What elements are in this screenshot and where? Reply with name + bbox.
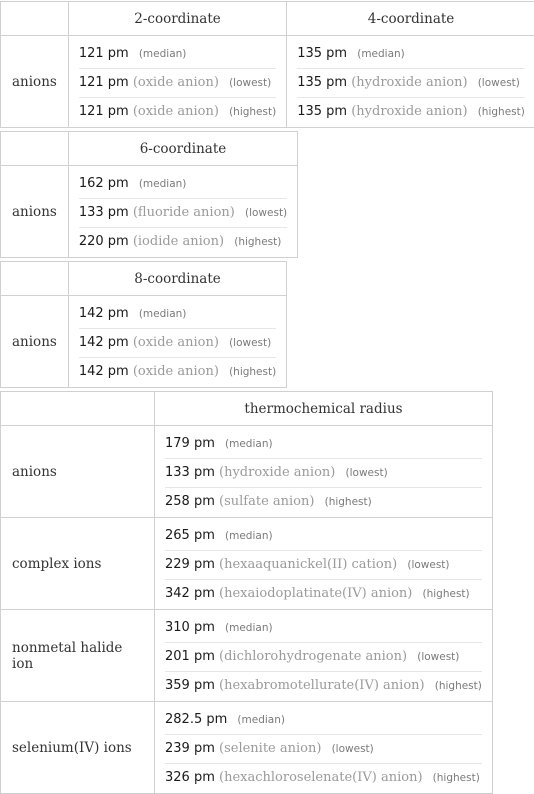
value-cell [155,426,493,518]
corner-cell [1,392,155,426]
row-label: complex ions [1,518,155,610]
row-label: nonmetal halide ion [1,610,155,702]
highest-line: 359 pm (hexabromotellurate(IV) anion) (highest) [165,671,482,700]
median-line: 121 pm (median) [78,46,187,61]
median-line: 265 pm (median) [165,528,273,543]
corner-cell [1,262,69,296]
row-label: anions [1,426,155,518]
corner-cell [1,2,69,36]
lowest-line: 133 pm (fluoride anion) (lowest) [79,198,287,227]
median-line: 179 pm (median) [165,436,273,451]
row-label: selenium(IV) ions [1,702,155,794]
row-label: anions [1,36,69,128]
column-header: thermochemical radius [155,392,493,426]
lowest-line: 201 pm (dichlorohydrogenate anion) (lowest) [165,642,482,671]
column-header: 6-coordinate [68,132,297,166]
thermochemical-radius-table [0,391,493,794]
column-header: 4-coordinate [287,2,534,36]
coordination-table-6 [0,131,298,258]
median-line: 162 pm (median) [78,176,187,191]
row-label: anions [1,166,69,258]
corner-cell [1,132,69,166]
value-cell [68,166,297,258]
highest-line: 342 pm (hexaiodoplatinate(IV) anion) (highest) [165,579,482,608]
highest-line: 135 pm (hydroxide anion) (highest) [297,97,525,126]
column-header: 2-coordinate [68,2,286,36]
lowest-line: 142 pm (oxide anion) (lowest) [79,328,276,357]
lowest-line: 229 pm (hexaaquanickel(II) cation) (lowest) [165,550,482,579]
value-cell [68,296,286,388]
value-cell [155,518,493,610]
column-header: 8-coordinate [68,262,286,296]
coordination-table-8 [0,261,287,388]
highest-line: 258 pm (sulfate anion) (highest) [165,487,482,516]
lowest-line: 135 pm (hydroxide anion) (lowest) [297,68,525,97]
highest-line: 220 pm (iodide anion) (highest) [79,227,287,256]
highest-line: 121 pm (oxide anion) (highest) [79,97,276,126]
median-line: 135 pm (median) [297,46,405,61]
highest-line: 142 pm (oxide anion) (highest) [79,357,276,386]
row-label: anions [1,296,69,388]
value-cell [68,36,286,128]
median-line: 310 pm (median) [165,620,273,635]
value-cell [287,36,534,128]
median-line: 142 pm (median) [78,306,187,321]
median-line: 282.5 pm (median) [165,712,285,727]
highest-line: 326 pm (hexachloroselenate(IV) anion) (highest) [165,763,482,792]
value-cell [155,610,493,702]
lowest-line: 239 pm (selenite anion) (lowest) [165,734,482,763]
lowest-line: 121 pm (oxide anion) (lowest) [79,68,276,97]
lowest-line: 133 pm (hydroxide anion) (lowest) [165,458,482,487]
coordination-table-2-4 [0,1,534,128]
